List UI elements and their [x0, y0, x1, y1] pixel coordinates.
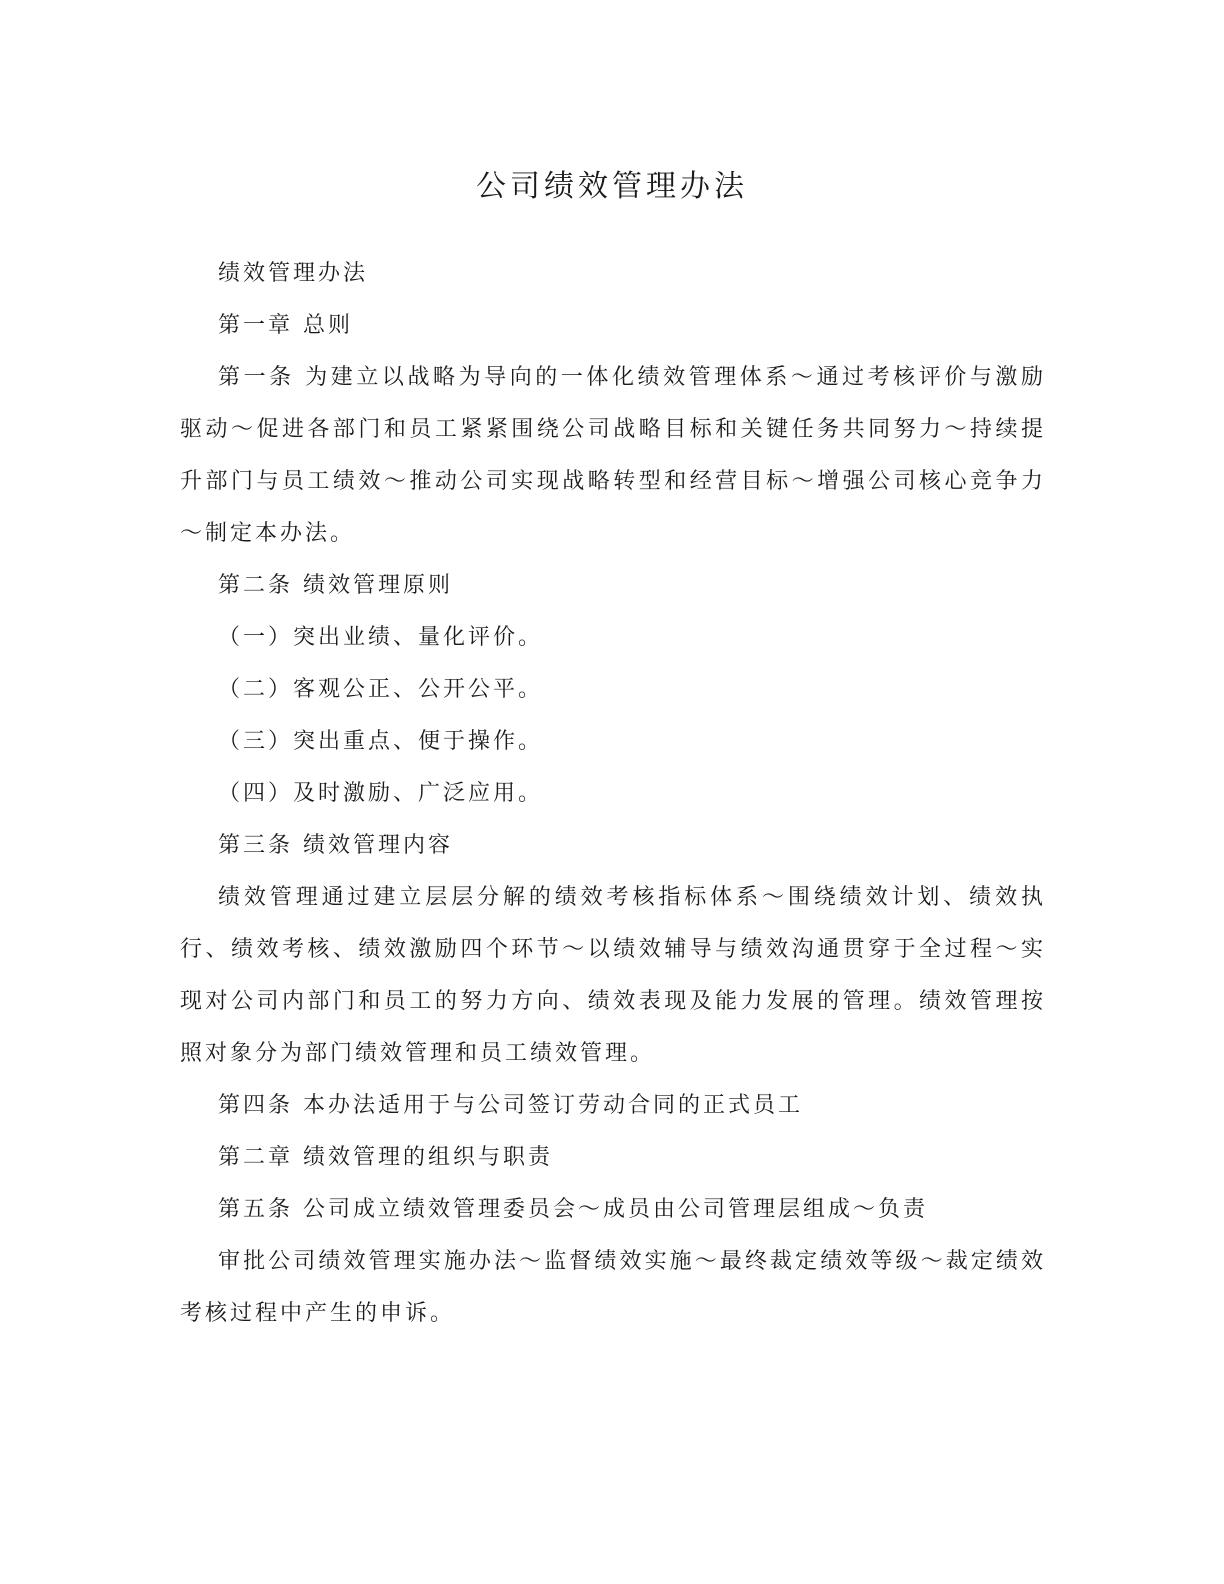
document-body	[180, 248, 1046, 1340]
article-3-heading: 第三条 绩效管理内容	[218, 833, 453, 858]
article-1: 第一条 为建立以战略为导向的一体化绩效管理体系～通过考核评价与激励驱动～促进各部门和员工紧紧围绕公司战略目标和关键任务共同努力～持续提升部门与员工绩效～推动公司实现战略转型和经营目标～增强公司核心竞争力～制定本办法。	[180, 365, 1046, 546]
paragraph-heading: 绩效管理办法	[218, 261, 369, 286]
document-title: 公司绩效管理办法	[476, 169, 748, 204]
chapter-2-heading: 第二章 绩效管理的组织与职责	[218, 1145, 553, 1170]
chapter-1-heading: 第一章 总则	[218, 313, 353, 338]
article-2-heading: 第二条 绩效管理原则	[218, 573, 453, 598]
article-5-continued: 审批公司绩效管理实施办法～监督绩效实施～最终裁定绩效等级～裁定绩效考核过程中产生的申诉。	[180, 1249, 1046, 1326]
article-5: 第五条 公司成立绩效管理委员会～成员由公司管理层组成～负责	[218, 1197, 928, 1222]
article-3-body: 绩效管理通过建立层层分解的绩效考核指标体系～围绕绩效计划、绩效执行、绩效考核、绩效激励四个环节～以绩效辅导与绩效沟通贯穿于全过程～实现对公司内部门和员工的努力方向、绩效表现及能力发展的管理。绩效管理按照对象分为部门绩效管理和员工绩效管理。	[180, 885, 1046, 1066]
principle-3: （三）突出重点、便于操作。	[218, 729, 544, 754]
principle-1: （一）突出业绩、量化评价。	[218, 625, 544, 650]
article-4: 第四条 本办法适用于与公司签订劳动合同的正式员工	[218, 1093, 803, 1118]
principle-4: （四）及时激励、广泛应用。	[218, 781, 544, 806]
principle-2: （二）客观公正、公开公平。	[218, 677, 544, 702]
